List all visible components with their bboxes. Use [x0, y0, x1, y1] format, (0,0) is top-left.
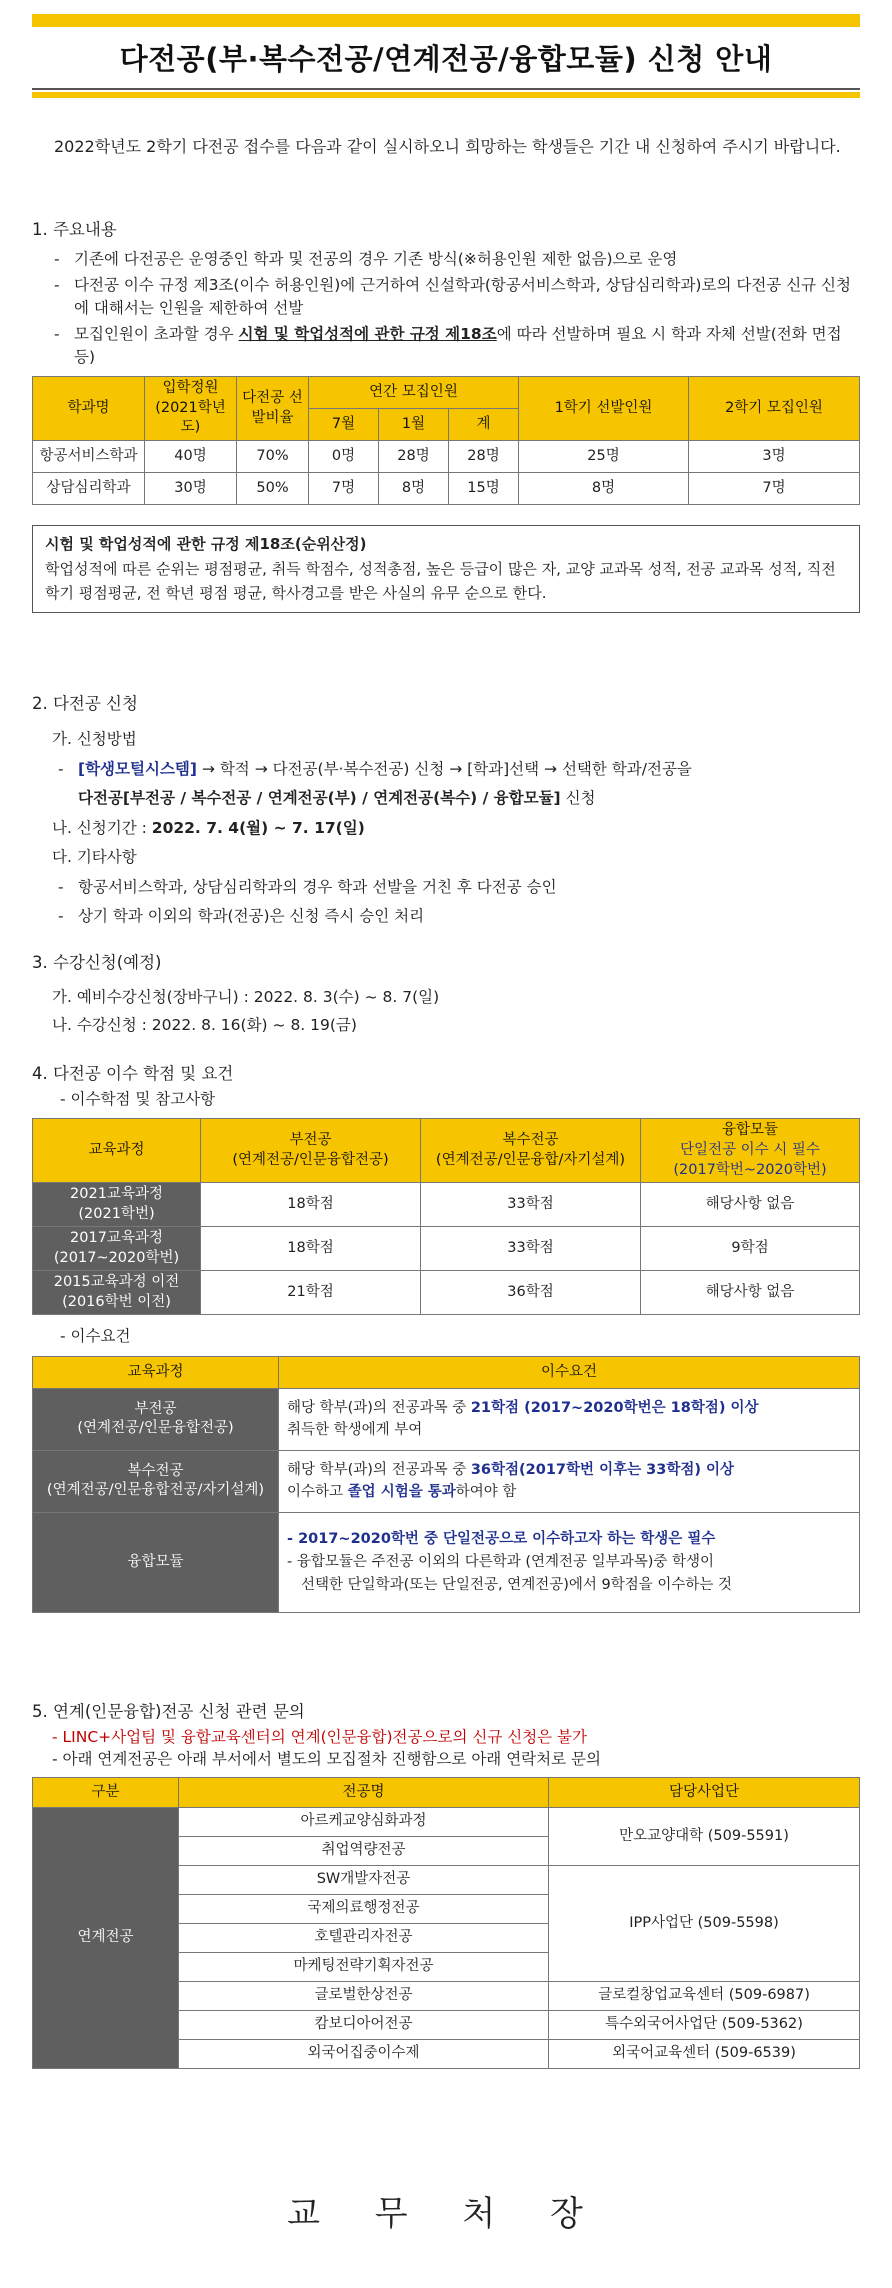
regulation-box-text: 학업성적에 따른 순위는 평점평균, 취득 학점수, 성적총점, 높은 등급이 많은 자, 교양 교과목 성적, 전공 교과목 성적, 직전학기 평점평균, 전 학년 평점 평균, 학사경고를 받은 사실의 유무 순으로 한다.: [45, 559, 836, 603]
requirements-sublabel: - 이수요건: [60, 1327, 131, 1346]
table-row: 취업역량전공: [33, 1836, 860, 1865]
portal-system-link: [학생모털시스템]: [78, 759, 197, 778]
col-annual: 연간 모집인원: [309, 377, 519, 409]
notice-contact: - 아래 연계전공은 아래 부서에서 별도의 모집절차 진행함으로 아래 연락처로 문의: [52, 1750, 601, 1769]
bullet-2: - 다전공 이수 규정 제3조(이수 허용인원)에 근거하여 신설학과(항공서비스학과, 상담심리학과)로의 다전공 신규 신청에 대해서는 인원을 제한하여 선발: [54, 276, 852, 317]
col-major: 전공명: [179, 1777, 549, 1807]
credits-sublabel: - 이수학점 및 참고사항: [60, 1089, 216, 1108]
credits-table: [32, 1118, 860, 1315]
col-total: 계: [449, 409, 519, 441]
table-row: 호텔관리자전공: [33, 1923, 860, 1952]
method-label: 가. 신청방법: [52, 730, 137, 749]
bullet-1: - 기존에 다전공은 운영중인 학과 및 전공의 경우 기존 방식(※허용인원 제한 없음)으로 운영: [54, 249, 678, 268]
intro-text: 2022학년도 2학기 다전공 접수를 다음과 같이 실시하오니 희망하는 학생들은 기간 내 신청하여 주시기 바랍니다.: [54, 137, 841, 156]
section-1-heading: 1. 주요내용: [32, 220, 117, 239]
section-apply: [32, 688, 860, 931]
col-department: 담당사업단: [549, 1777, 860, 1807]
col-jan: 1월: [379, 409, 449, 441]
section-5-heading: 5. 연계(인문융합)전공 신청 관련 문의: [32, 1702, 305, 1721]
regulation-box: [32, 525, 860, 613]
section-4-heading: 4. 다전공 이수 학점 및 요건: [32, 1064, 234, 1083]
page-title: 다전공(부·복수전공/연계전공/융합모듈) 신청 안내: [119, 42, 773, 76]
table-row: 마케팅전략기획자전공: [33, 1952, 860, 1981]
section-inquiry: [32, 1700, 860, 2069]
col-sem2: 2학기 모집인원: [689, 377, 860, 441]
etc-line-2: - 상기 학과 이외의 학과(전공)은 신청 즉시 승인 처리: [58, 906, 425, 925]
section-registration: [32, 948, 860, 1039]
contact-table: [32, 1777, 860, 2069]
period-line: 나. 신청기간 : 2022. 7. 4(월) ~ 7. 17(일): [52, 818, 365, 837]
col-curriculum: 교육과정: [33, 1356, 279, 1388]
regulation-box-title: 시험 및 학업성적에 관한 규정 제18조(순위산정): [45, 534, 367, 553]
regulation-link: 시험 및 학업성적에 관한 규정 제18조: [238, 325, 497, 344]
title-underline: [32, 88, 860, 90]
table-row: SW개발자전공 IPP사업단 (509-5598): [33, 1865, 860, 1894]
col-dept: 학과명: [33, 377, 145, 441]
quota-table: [32, 376, 860, 505]
col-curriculum: 교육과정: [33, 1119, 201, 1183]
col-requirements: 이수요건: [279, 1356, 860, 1388]
col-minor: 부전공 (연계전공/인문융합전공): [201, 1119, 421, 1183]
section-3-heading: 3. 수강신청(예정): [32, 953, 162, 972]
section-2-heading: 2. 다전공 신청: [32, 694, 138, 713]
method-line-2: 다전공[부전공 / 복수전공 / 연계전공(부) / 연계전공(복수) / 융합모듈] 신청: [78, 789, 596, 808]
section-main-content: [32, 218, 860, 613]
col-category: 구분: [33, 1777, 179, 1807]
pre-registration: 가. 예비수강신청(장바구니) : 2022. 8. 3(수) ~ 8. 7(일): [52, 987, 440, 1006]
table-row: 융합모듈 - 2017~2020학번 중 단일전공으로 이수하고자 하는 학생은 필수 - 융합모듈은 주전공 이외의 다른학과 (연계전공 일부과목)중 학생이 선택한 단일학과(또는 단일전공, 연계전공)에서 9학점을 이수하는 것: [33, 1512, 860, 1612]
registration: 나. 수강신청 : 2022. 8. 16(화) ~ 8. 19(금): [52, 1015, 357, 1034]
table-row: 2017교육과정 (2017~2020학번) 18학점 33학점 9학점: [33, 1227, 860, 1271]
col-ratio: 다전공 선발비율: [237, 377, 309, 441]
col-double-major: 복수전공 (연계전공/인문융합/자기설계): [421, 1119, 641, 1183]
issuer-signature: 교 무 처 장: [287, 2194, 605, 2234]
col-sem1: 1학기 선발인원: [519, 377, 689, 441]
table-row: 부전공 (연계전공/인문융합전공) 해당 학부(과)의 전공과목 중 21학점 (2017~2020학번은 18학점) 이상 취득한 학생에게 부여: [33, 1388, 860, 1450]
table-row: 외국어집중이수제 외국어교육센터 (509-6539): [33, 2039, 860, 2068]
section-credits: [32, 1062, 860, 1613]
table-row: 국제의료행정전공: [33, 1894, 860, 1923]
table-row: 글로벌한상전공 글로컬창업교육센터 (509-6987): [33, 1981, 860, 2010]
etc-line-1: - 항공서비스학과, 상담심리학과의 경우 학과 선발을 거친 후 다전공 승인: [58, 877, 557, 896]
table-row: 상담심리학과 30명 50% 7명 8명 15명 8명 7명: [33, 472, 860, 504]
requirements-table: [32, 1356, 860, 1613]
col-jul: 7월: [309, 409, 379, 441]
col-quota: 입학정원 (2021학년도): [145, 377, 237, 441]
table-row: 2015교육과정 이전 (2016학번 이전) 21학점 36학점 해당사항 없음: [33, 1271, 860, 1315]
col-module: 융합모듈 단일전공 이수 시 필수 (2017학번~2020학번): [641, 1119, 860, 1183]
table-row: 2021교육과정 (2021학번) 18학점 33학점 해당사항 없음: [33, 1183, 860, 1227]
method-line-1: - [학생모털시스템] → 학적 → 다전공(부·복수전공) 신청 → [학과]선택 → 선택한 학과/전공을: [58, 759, 692, 778]
etc-label: 다. 기타사항: [52, 848, 137, 867]
apply-period: 2022. 7. 4(월) ~ 7. 17(일): [151, 818, 365, 837]
table-row: 연계전공 아르케교양심화과정 만오교양대학 (509-5591): [33, 1807, 860, 1836]
title-accent-bar: [32, 92, 860, 98]
table-row: 캄보디아어전공 특수외국어사업단 (509-5362): [33, 2010, 860, 2039]
table-row: 복수전공 (연계전공/인문융합전공/자기설계) 해당 학부(과)의 전공과목 중 36학점(2017학번 이후는 33학점) 이상 이수하고 졸업 시험을 통과하여야 함: [33, 1450, 860, 1512]
bullet-3: - 모집인원이 초과할 경우 시험 및 학업성적에 관한 규정 제18조에 따라 선발하며 필요 시 학과 자체 선발(전화 면접 등): [54, 325, 842, 366]
top-accent-bar: [32, 14, 860, 27]
table-row: 항공서비스학과 40명 70% 0명 28명 28명 25명 3명: [33, 440, 860, 472]
notice-red: - LINC+사업팀 및 융합교육센터의 연계(인문융합)전공으로의 신규 신청은 불가: [52, 1727, 588, 1746]
